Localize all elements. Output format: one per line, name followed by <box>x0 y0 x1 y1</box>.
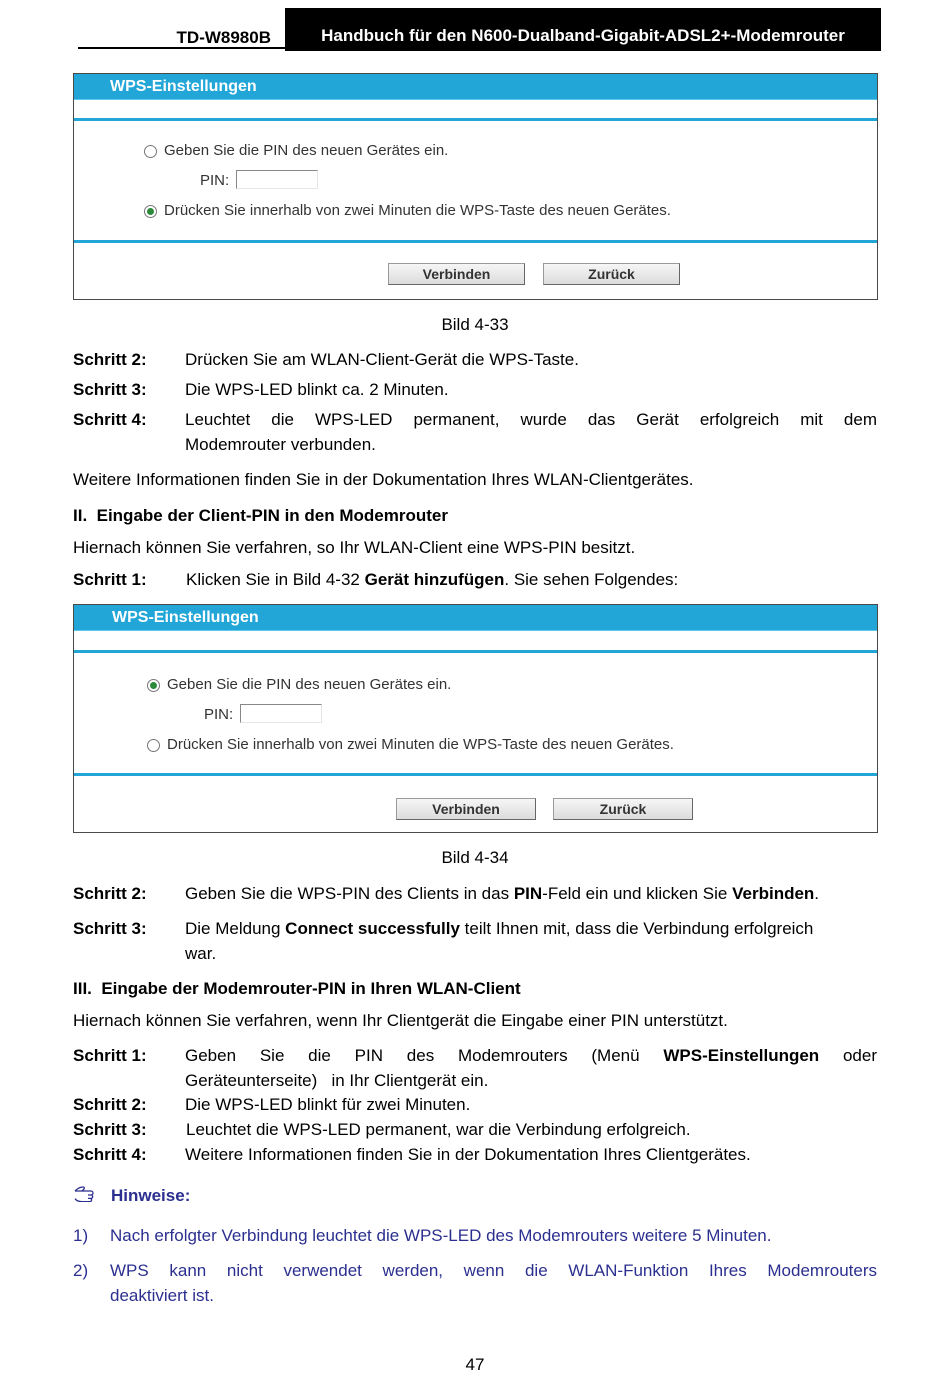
text-run: Klicken Sie in Bild 4-32 <box>186 570 365 589</box>
text-run-bold: Connect successfully <box>285 919 460 938</box>
step-text-continued: Modemrouter verbunden. <box>185 435 376 454</box>
wps-settings-panel-1 <box>73 73 878 300</box>
text-run-bold: PIN <box>513 884 543 903</box>
back-button[interactable]: Zurück <box>553 798 693 820</box>
section-heading: II. Eingabe der Client-PIN in den Modemrouter <box>73 506 448 525</box>
step-text-continued: war. <box>185 944 217 963</box>
radio-button-label: Drücken Sie innerhalb von zwei Minuten die WPS-Taste des neuen Gerätes. <box>167 736 674 753</box>
step-text: Leuchtet die WPS-LED permanent, wurde das Gerät erfolgreich mit dem <box>185 410 877 429</box>
step-label: Schritt 3: <box>73 1120 147 1139</box>
step-text: Die WPS-LED blinkt für zwei Minuten. <box>185 1095 471 1114</box>
note-text: Nach erfolgter Verbindung leuchtet die WPS-LED des Modemrouters weitere 5 Minuten. <box>110 1226 772 1245</box>
text-run: Die Meldung <box>185 919 286 938</box>
step-text: Die WPS-LED blinkt ca. 2 Minuten. <box>185 380 449 399</box>
text-run-bold: Verbinden <box>732 884 815 903</box>
radio-pin-option[interactable] <box>144 145 157 158</box>
note-text: WPS kann nicht verwendet werden, wenn die WLAN-Funktion Ihres Modemrouters <box>110 1261 877 1280</box>
section-intro: Hiernach können Sie verfahren, so Ihr WLAN-Client eine WPS-PIN besitzt. <box>73 538 636 557</box>
radio-button-option[interactable] <box>147 739 160 752</box>
panel-divider <box>74 240 877 243</box>
text-run: -Feld ein und klicken Sie <box>542 884 733 903</box>
pin-input[interactable] <box>236 170 318 189</box>
step-label: Schritt 2: <box>73 884 147 903</box>
step-text-continued: Geräteunterseite) in Ihr Clientgerät ein. <box>185 1071 489 1090</box>
notes-heading: Hinweise: <box>111 1186 191 1205</box>
connect-button[interactable]: Verbinden <box>388 263 525 285</box>
section-heading: III. Eingabe der Modemrouter-PIN in Ihren WLAN-Client <box>73 979 521 998</box>
panel-divider <box>74 773 877 776</box>
step-text: Leuchtet die WPS-LED permanent, war die Verbindung erfolgreich. <box>186 1120 691 1139</box>
step-text: Weitere Informationen finden Sie in der Dokumentation Ihres Clientgerätes. <box>185 1145 751 1164</box>
note-number: 1) <box>73 1226 89 1245</box>
text-run: . <box>814 884 820 903</box>
text-run-bold: WPS-Einstellungen <box>663 1046 820 1065</box>
pin-label: PIN: <box>204 706 234 723</box>
radio-pin-label: Geben Sie die PIN des neuen Gerätes ein. <box>164 142 449 159</box>
wps-settings-panel-2 <box>73 604 878 833</box>
info-paragraph: Weitere Informationen finden Sie in der Dokumentation Ihres WLAN-Clientgerätes. <box>73 470 694 489</box>
page-number: 47 <box>465 1355 485 1374</box>
figure-caption: Bild 4-34 <box>441 848 509 867</box>
pin-label: PIN: <box>200 172 230 189</box>
step-label: Schritt 4: <box>73 1145 147 1164</box>
panel-divider <box>74 650 877 653</box>
panel-title: WPS-Einstellungen <box>74 74 877 100</box>
pointing-hand-icon <box>74 1186 102 1202</box>
step-text <box>185 882 877 906</box>
text-run: Geben Sie die PIN des Modemrouters (Menü <box>185 1046 664 1065</box>
step-text <box>186 568 678 592</box>
text-run: . Sie sehen Folgendes: <box>504 570 679 589</box>
text-run: Geben Sie die WPS-PIN des Clients in das <box>185 884 514 903</box>
note-text-continued: deaktiviert ist. <box>110 1286 214 1305</box>
step-text <box>185 1044 877 1068</box>
document-model: TD-W8980B <box>78 27 285 49</box>
figure-caption: Bild 4-33 <box>441 315 509 334</box>
step-text: Drücken Sie am WLAN-Client-Gerät die WPS-Taste. <box>185 350 579 369</box>
back-button[interactable]: Zurück <box>543 263 680 285</box>
step-label: Schritt 3: <box>73 380 147 399</box>
step-label: Schritt 1: <box>73 570 147 589</box>
step-label: Schritt 2: <box>73 350 147 369</box>
step-label: Schritt 2: <box>73 1095 147 1114</box>
step-label: Schritt 3: <box>73 919 147 938</box>
radio-pin-label: Geben Sie die PIN des neuen Gerätes ein. <box>167 676 452 693</box>
section-intro: Hiernach können Sie verfahren, wenn Ihr Clientgerät die Eingabe einer PIN unterstützt. <box>73 1011 728 1030</box>
step-label: Schritt 1: <box>73 1046 147 1065</box>
panel-divider <box>74 118 877 121</box>
step-label: Schritt 4: <box>73 410 147 429</box>
note-number: 2) <box>73 1261 89 1280</box>
text-run: oder <box>819 1046 877 1065</box>
radio-button-option[interactable] <box>144 205 157 218</box>
radio-pin-option[interactable] <box>147 679 160 692</box>
panel-title: WPS-Einstellungen <box>74 605 877 631</box>
step-text <box>185 917 877 941</box>
radio-button-label: Drücken Sie innerhalb von zwei Minuten die WPS-Taste des neuen Gerätes. <box>164 202 671 219</box>
pin-input[interactable] <box>240 704 322 723</box>
document-title: Handbuch für den N600-Dualband-Gigabit-ADSL2+-Modemrouter <box>285 8 881 51</box>
text-run: teilt Ihnen mit, dass die Verbindung erfolgreich <box>459 919 814 938</box>
text-run-bold: Gerät hinzufügen <box>364 570 505 589</box>
connect-button[interactable]: Verbinden <box>396 798 536 820</box>
